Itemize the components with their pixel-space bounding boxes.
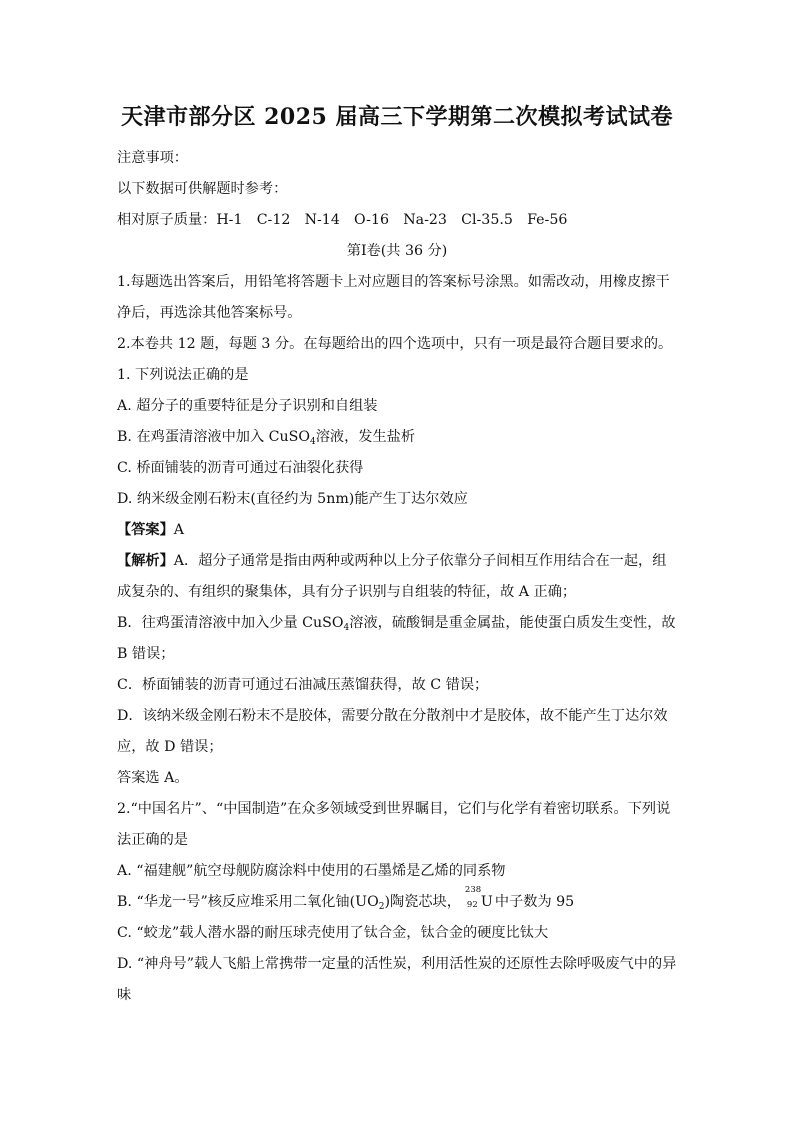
q1-analysis-d: D．该纳米级金刚石粉末不是胶体，需要分散在分散剂中才是胶体，故不能产生丁达尔效应，故 D 错误； bbox=[117, 708, 668, 755]
notice-heading: 注意事项： bbox=[117, 150, 188, 166]
instruction-2: 2.本卷共 12 题，每题 3 分。在每题给出的四个选项中，只有一项是最符合题目要求的。 bbox=[117, 336, 673, 352]
analysis-a-text: A．超分子通常是指由两种或两种以上分子依靠分子间相互作用结合在一起，组成复杂的、有组织的聚集体，具有分子识别与自组装的特征，故 A 正确； bbox=[117, 553, 667, 600]
q1-option-c: C. 桥面铺装的沥青可通过石油裂化获得 bbox=[117, 460, 364, 476]
q2-option-d: D. “神舟号”载人飞船上常携带一定量的活性炭，利用活性炭的还原性去除呼吸废气中的异味 bbox=[117, 956, 677, 1003]
atomic-mass-line: 相对原子质量：H-1 C-12 N-14 O-16 Na-23 Cl-35.5 Fe-56 bbox=[117, 212, 568, 228]
q2-stem: 2.“中国名片”、“中国制造”在众多领域受到世界瞩目，它们与化学有着密切联系。下列说法正确的是 bbox=[117, 801, 671, 848]
nuclide-notation bbox=[464, 885, 482, 910]
data-intro: 以下数据可供解题时参考： bbox=[117, 181, 288, 197]
instruction-1: 1.每题选出答案后，用铅笔将答题卡上对应题目的答案标号涂黑。如需改动，用橡皮擦干净后，再选涂其他答案标号。 bbox=[117, 274, 670, 321]
q2-option-b-text: B. “华龙一号”核反应堆采用二氧化铀(UO bbox=[117, 894, 379, 910]
q1-option-b-text: B. 在鸡蛋清溶液中加入 CuSO bbox=[117, 429, 310, 445]
q2-option-c: C. “蛟龙”载人潜水器的耐压球壳使用了钛合金，钛合金的硬度比钛大 bbox=[117, 925, 549, 941]
q2-option-a: A. “福建舰”航空母舰防腐涂料中使用的石墨烯是乙烯的同系物 bbox=[117, 863, 506, 879]
atomic-number: 92 bbox=[466, 900, 478, 910]
q1-option-a: A. 超分子的重要特征是分子识别和自组装 bbox=[117, 398, 378, 414]
q1-stem: 1. 下列说法正确的是 bbox=[117, 367, 249, 383]
exam-body bbox=[117, 143, 677, 1011]
answer-value: A bbox=[173, 522, 185, 538]
q1-option-b bbox=[117, 422, 677, 453]
q2-option-b-text-mid: )陶瓷芯块， bbox=[384, 894, 461, 910]
analysis-b-subscript: 4 bbox=[343, 623, 350, 633]
q1-option-b-text-end: 溶液，发生盐析 bbox=[315, 429, 416, 445]
q1-option-b-subscript: 4 bbox=[310, 437, 316, 447]
exam-title: 天津市部分区 2025 届高三下学期第二次模拟考试试卷 bbox=[120, 104, 674, 130]
analysis-b-text: B．往鸡蛋清溶液中加入少量 CuSO bbox=[117, 615, 344, 631]
q2-option-b-subscript: 2 bbox=[378, 902, 385, 912]
q1-answer bbox=[117, 515, 677, 546]
answer-label: 【答案】 bbox=[117, 522, 174, 538]
q1-option-d: D. 纳米级金刚石粉末(直径约为 5nm)能产生丁达尔效应 bbox=[117, 491, 468, 507]
q1-analysis-a bbox=[117, 546, 677, 608]
q2-option-b bbox=[117, 887, 677, 918]
q2-option-b-text-end: 中子数为 95 bbox=[494, 894, 575, 910]
element-symbol: U bbox=[480, 894, 493, 910]
mass-number: 238 bbox=[464, 885, 482, 895]
analysis-label: 【解析】 bbox=[117, 553, 174, 569]
q1-analysis-b bbox=[117, 608, 677, 670]
section-title: 第Ⅰ卷(共 36 分) bbox=[346, 243, 448, 259]
q1-conclusion: 答案选 A。 bbox=[117, 770, 189, 786]
q1-analysis-c: C．桥面铺装的沥青可通过石油减压蒸馏获得，故 C 错误； bbox=[117, 677, 489, 693]
analysis-b-text-end: 溶液，硫酸铜是重金属盐，能使蛋白质发生变性，故 B 错误； bbox=[117, 615, 676, 662]
